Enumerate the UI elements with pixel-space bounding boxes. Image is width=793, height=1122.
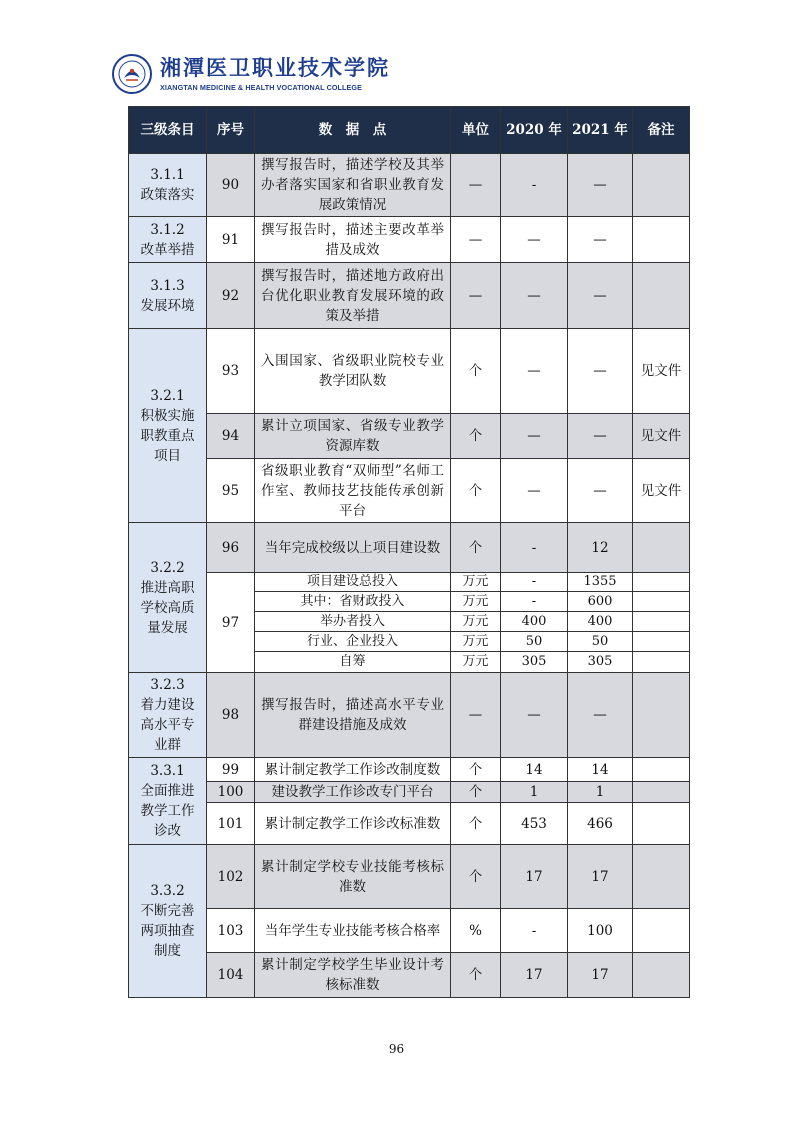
note-cell (633, 782, 690, 803)
text-cell: 累计制定学校专业技能考核标准数 (255, 845, 451, 909)
unit-cell: 个 (451, 329, 501, 414)
text-cell: 入围国家、省级职业院校专业教学团队数 (255, 329, 451, 414)
unit-cell: 个 (451, 803, 501, 845)
note-cell (633, 652, 690, 673)
value-2021-cell: — (568, 329, 633, 414)
value-2020-cell: 17 (501, 953, 568, 998)
value-2021-cell: 466 (568, 803, 633, 845)
value-2020-cell: — (501, 414, 568, 459)
no-cell: 93 (207, 329, 255, 414)
value-2021-cell: 17 (568, 953, 633, 998)
no-cell: 104 (207, 953, 255, 998)
value-2020-cell: 453 (501, 803, 568, 845)
level-cell: 3.1.2 改革举措 (129, 217, 207, 263)
table-row (129, 154, 690, 217)
table-row (129, 573, 690, 592)
table-row (129, 782, 690, 803)
text-cell: 累计制定教学工作诊改制度数 (255, 758, 451, 782)
level-cell: 3.2.3 着力建设 高水平专 业群 (129, 673, 207, 758)
school-name-cn: 湘潭医卫职业技术学院 (160, 55, 390, 80)
text-cell: 累计立项国家、省级专业教学资源库数 (255, 414, 451, 459)
table-header-row (129, 107, 690, 154)
value-2020-cell: 14 (501, 758, 568, 782)
no-cell: 92 (207, 263, 255, 329)
value-2021-cell: 400 (568, 612, 633, 632)
note-cell (633, 953, 690, 998)
no-cell: 96 (207, 523, 255, 573)
data-table (128, 106, 690, 998)
unit-cell: 万元 (451, 592, 501, 612)
no-cell: 97 (207, 573, 255, 673)
no-cell: 95 (207, 459, 255, 523)
table-row (129, 845, 690, 909)
value-2020-cell: - (501, 592, 568, 612)
unit-cell: 个 (451, 845, 501, 909)
text-cell: 其中：省财政投入 (255, 592, 451, 612)
value-2020-cell: 50 (501, 632, 568, 652)
value-2020-cell: — (501, 329, 568, 414)
table-row (129, 329, 690, 414)
unit-cell: 个 (451, 953, 501, 998)
unit-cell: 万元 (451, 652, 501, 673)
text-cell: 撰写报告时，描述地方政府出台优化职业教育发展环境的政策及举措 (255, 263, 451, 329)
unit-cell: 个 (451, 414, 501, 459)
level-cell: 3.2.1 积极实施 职教重点 项目 (129, 329, 207, 523)
unit-cell: 个 (451, 782, 501, 803)
value-2020-cell: 17 (501, 845, 568, 909)
level-cell: 3.1.3 发展环境 (129, 263, 207, 329)
value-2021-cell: 17 (568, 845, 633, 909)
value-2020-cell: - (501, 154, 568, 217)
value-2021-cell: 50 (568, 632, 633, 652)
value-2021-cell: — (568, 217, 633, 263)
value-2020-cell: — (501, 459, 568, 523)
table-row (129, 459, 690, 523)
value-2020-cell: — (501, 217, 568, 263)
unit-cell: 万元 (451, 632, 501, 652)
value-2021-cell: 600 (568, 592, 633, 612)
note-cell: 见文件 (633, 414, 690, 459)
value-2020-cell: 1 (501, 782, 568, 803)
header-cell: 三级条目 (129, 107, 207, 154)
header-cell: 备注 (633, 107, 690, 154)
header-cell: 2021 年 (568, 107, 633, 154)
text-cell: 项目建设总投入 (255, 573, 451, 592)
table-row (129, 803, 690, 845)
school-logo-header (112, 52, 412, 98)
value-2020-cell: - (501, 523, 568, 573)
table-row (129, 909, 690, 953)
table-row (129, 673, 690, 758)
note-cell (633, 523, 690, 573)
text-cell: 撰写报告时，描述学校及其举办者落实国家和省职业教育发展政策情况 (255, 154, 451, 217)
no-cell: 94 (207, 414, 255, 459)
note-cell (633, 154, 690, 217)
unit-cell: — (451, 263, 501, 329)
school-emblem-icon (112, 54, 152, 94)
unit-cell: — (451, 154, 501, 217)
unit-cell: — (451, 217, 501, 263)
note-cell (633, 612, 690, 632)
note-cell (633, 845, 690, 909)
no-cell: 103 (207, 909, 255, 953)
level-cell: 3.2.2 推进高职 学校高质 量发展 (129, 523, 207, 673)
value-2021-cell: — (568, 154, 633, 217)
table-row (129, 217, 690, 263)
value-2021-cell: — (568, 263, 633, 329)
text-cell: 当年学生专业技能考核合格率 (255, 909, 451, 953)
text-cell: 累计制定学校学生毕业设计考核标准数 (255, 953, 451, 998)
no-cell: 98 (207, 673, 255, 758)
header-cell: 序号 (207, 107, 255, 154)
note-cell (633, 673, 690, 758)
no-cell: 102 (207, 845, 255, 909)
value-2021-cell: — (568, 673, 633, 758)
value-2021-cell: 1355 (568, 573, 633, 592)
value-2021-cell: 100 (568, 909, 633, 953)
unit-cell: 万元 (451, 612, 501, 632)
note-cell (633, 592, 690, 612)
value-2021-cell: 305 (568, 652, 633, 673)
level-cell: 3.3.1 全面推进 教学工作 诊改 (129, 758, 207, 845)
note-cell: 见文件 (633, 459, 690, 523)
no-cell: 99 (207, 758, 255, 782)
text-cell: 当年完成校级以上项目建设数 (255, 523, 451, 573)
header-cell: 数 据 点 (255, 107, 451, 154)
table-row (129, 953, 690, 998)
table-row (129, 758, 690, 782)
value-2020-cell: 400 (501, 612, 568, 632)
text-cell: 撰写报告时，描述主要改革举措及成效 (255, 217, 451, 263)
note-cell (633, 909, 690, 953)
note-cell (633, 758, 690, 782)
text-cell: 行业、企业投入 (255, 632, 451, 652)
table-row (129, 414, 690, 459)
value-2021-cell: 1 (568, 782, 633, 803)
note-cell (633, 632, 690, 652)
value-2020-cell: — (501, 673, 568, 758)
unit-cell: — (451, 673, 501, 758)
page-number: 96 (388, 1042, 405, 1056)
note-cell (633, 263, 690, 329)
text-cell: 举办者投入 (255, 612, 451, 632)
note-cell: 见文件 (633, 329, 690, 414)
text-cell: 建设教学工作诊改专门平台 (255, 782, 451, 803)
header-cell: 单位 (451, 107, 501, 154)
no-cell: 100 (207, 782, 255, 803)
value-2021-cell: — (568, 414, 633, 459)
text-cell: 累计制定教学工作诊改标准数 (255, 803, 451, 845)
level-cell: 3.3.2 不断完善 两项抽查 制度 (129, 845, 207, 998)
text-cell: 撰写报告时，描述高水平专业群建设措施及成效 (255, 673, 451, 758)
no-cell: 101 (207, 803, 255, 845)
value-2021-cell: 14 (568, 758, 633, 782)
table-row (129, 523, 690, 573)
text-cell: 自筹 (255, 652, 451, 673)
value-2021-cell: — (568, 459, 633, 523)
unit-cell: % (451, 909, 501, 953)
no-cell: 90 (207, 154, 255, 217)
note-cell (633, 217, 690, 263)
note-cell (633, 573, 690, 592)
table-row (129, 263, 690, 329)
text-cell: 省级职业教育“双师型”名师工作室、教师技艺技能传承创新平台 (255, 459, 451, 523)
unit-cell: 个 (451, 523, 501, 573)
value-2020-cell: - (501, 573, 568, 592)
value-2020-cell: 305 (501, 652, 568, 673)
no-cell: 91 (207, 217, 255, 263)
school-name-en: XIANGTAN MEDICINE & HEALTH VOCATIONAL COLLEGE (160, 83, 363, 92)
header-cell: 2020 年 (501, 107, 568, 154)
value-2021-cell: 12 (568, 523, 633, 573)
unit-cell: 个 (451, 459, 501, 523)
unit-cell: 万元 (451, 573, 501, 592)
value-2020-cell: - (501, 909, 568, 953)
value-2020-cell: — (501, 263, 568, 329)
level-cell: 3.1.1 政策落实 (129, 154, 207, 217)
note-cell (633, 803, 690, 845)
unit-cell: 个 (451, 758, 501, 782)
